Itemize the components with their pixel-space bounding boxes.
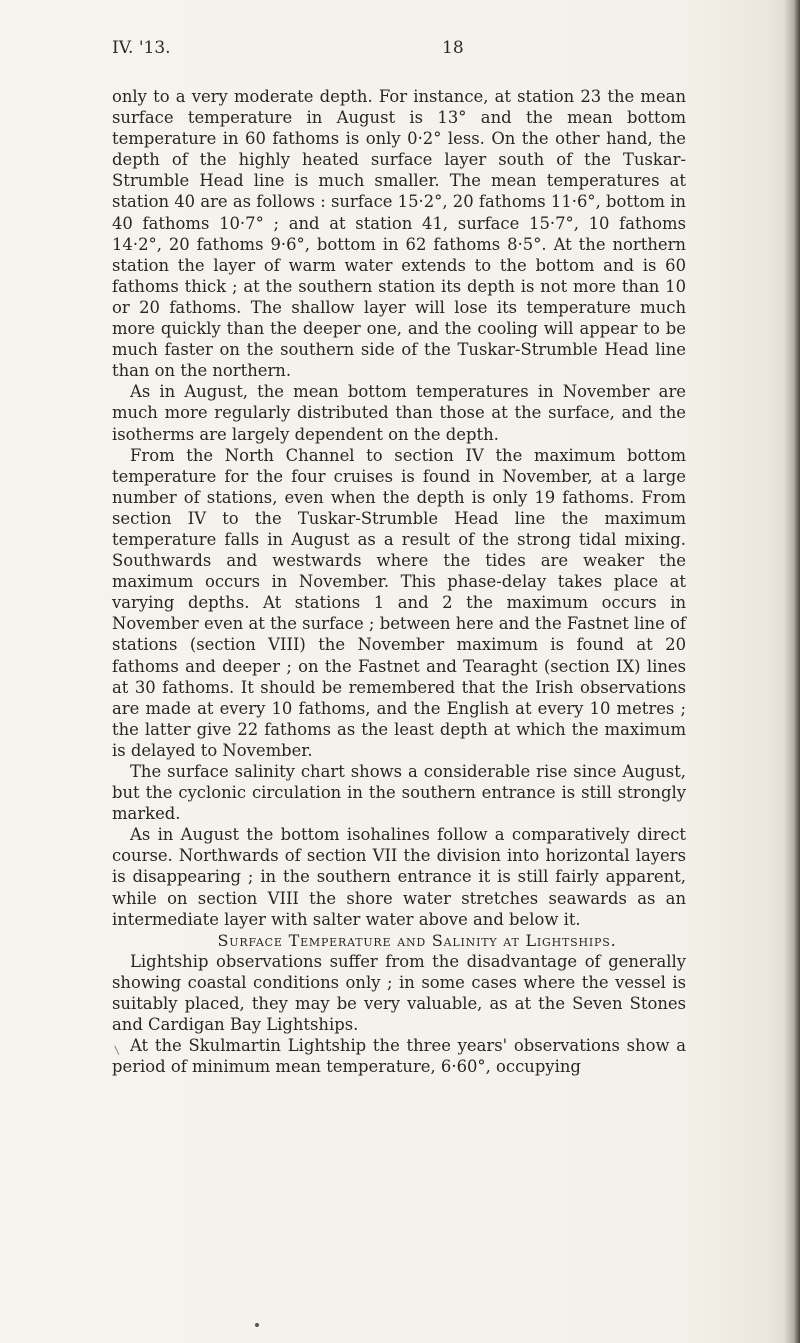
paragraph: The surface salinity chart shows a considerable rise since August, but the cyclonic circulation in the southern entrance is still strongly marked. (112, 762, 686, 824)
page-number: 18 (442, 38, 464, 58)
paragraph: From the North Channel to section IV the maximum bottom temperature for the four cruises is found in November, at a large number of stations, even when the depth is only 19 fathoms. From section IV to the Tuskar-Strumble Head line the maximum temperature falls in August as a result of the strong tidal mixing. Southwards and westwards where the tides are weaker the maximum occurs in November. This phase-delay takes place at varying depths. At stations 1 and 2 the maximum occurs in November even at the surface ; between here and the Fastnet line of stations (section VIII) the November maximum is found at 20 fathoms and deeper ; on the Fastnet and Tearaght (section IX) lines at 30 fathoms. It should be remembered that the Irish observations are made at every 10 fathoms, and the English at every 10 metres ; the latter give 22 fathoms as the least depth at which the maximum is delayed to November. (112, 445, 686, 760)
paragraph: At the Skulmartin Lightship the three years' observations show a period of minimum mean temperature, 6·60°, occupying (112, 1036, 686, 1077)
paragraph: As in August the bottom isohalines follow a comparatively direct course. Northwards of section VII the division into horizontal layers is disappearing ; in the southern entrance it is still fairly apparent, while on section VIII the shore water stretches seawards as an intermediate layer with salter water above and below it. (112, 825, 686, 929)
paragraph: As in August, the mean bottom temperatures in November are much more regularly distributed than those at the surface, and the isotherms are largely dependent on the depth. (112, 382, 686, 444)
paragraph: Lightship observations suffer from the disadvantage of generally showing coastal conditions only ; in some cases where the vessel is suitably placed, they may be very valuable, as at the Seven Stones and Cardigan Bay Lightships. (112, 951, 686, 1035)
page-edge-shadow (784, 0, 800, 1343)
running-header (112, 38, 672, 62)
ink-dot (255, 1323, 259, 1327)
section-heading-text: Surface Temperature and Salinity at Lightships. (217, 930, 617, 950)
header-volume-label: IV. '13. (112, 38, 171, 58)
body-text (112, 86, 686, 1077)
paragraph: only to a very moderate depth. For instance, at station 23 the mean surface temperature in August is 13° and the mean bottom temperature in 60 fathoms is only 0·2° less. On the other hand, the depth of the highly heated surface layer south of the Tuskar-Strumble Head line is much smaller. The mean temperatures at station 40 are as follows : surface 15·2°, 20 fathoms 11·6°, bottom in 40 fathoms 10·7° ; and at station 41, surface 15·7°, 10 fathoms 14·2°, 20 fathoms 9·6°, bottom in 62 fathoms 8·5°. At the northern station the layer of warm water extends to the bottom and is 60 fathoms thick ; at the southern station its depth is not more than 10 or 20 fathoms. The shallow layer will lose its temperature much more quickly than the deeper one, and the cooling will appear to be much faster on the southern side of the Tuskar-Strumble Head line than on the northern. (112, 87, 686, 381)
section-heading (112, 930, 686, 951)
